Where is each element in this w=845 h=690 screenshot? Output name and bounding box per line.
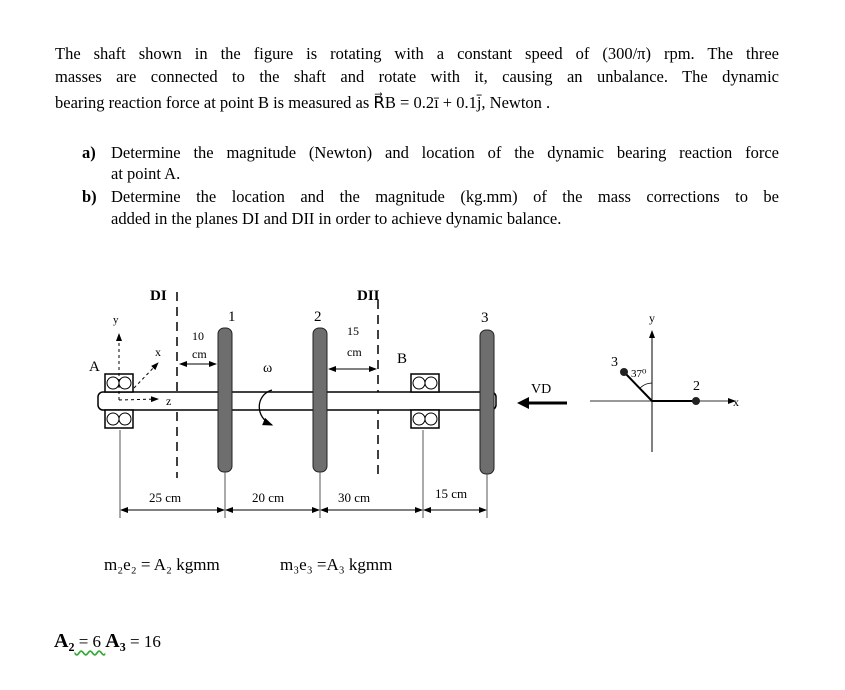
- a3-value: = 16: [125, 632, 161, 651]
- disk-3: [480, 330, 494, 474]
- given-values: [54, 630, 161, 653]
- a2-symbol: A₂: [54, 630, 75, 652]
- question-a-line-1: Determine the magnitude (Newton) and location of the dynamic bearing reaction force: [111, 143, 779, 162]
- question-a-line-2: at point A.: [111, 164, 181, 183]
- dim-20cm: 20 cm: [252, 490, 285, 505]
- plane-d2-label: DII: [357, 288, 380, 304]
- equation-m2e2: m₂e₂ = A₂ kgmm: [104, 555, 220, 574]
- equation-m3e3: m₃e₃ =A₃ kgmm: [280, 555, 393, 574]
- offset1-value: 10: [192, 329, 204, 343]
- offset2-value: 15: [347, 324, 359, 338]
- disk-3-label: 3: [481, 310, 489, 326]
- disk-1: [218, 328, 232, 472]
- problem-line-1: The shaft shown in the figure is rotating with a constant speed of (300/π) rpm. The three: [55, 44, 779, 63]
- dim-30cm: 30 cm: [338, 490, 371, 505]
- y-arrowhead-icon: [649, 330, 655, 338]
- question-a-label: a): [82, 143, 96, 162]
- offset2-unit: cm: [347, 345, 362, 359]
- x-axis-label: x: [155, 345, 161, 359]
- disk-2: [313, 328, 327, 472]
- bearing-b-label: B: [397, 351, 408, 367]
- a3-symbol: A₃: [105, 630, 126, 652]
- end-view-x-label: x: [733, 395, 739, 409]
- angle-arc: [640, 383, 652, 388]
- dim-25cm: 25 cm: [149, 490, 182, 505]
- view-direction-label: VD: [531, 382, 552, 397]
- mass-2-dot: [692, 397, 700, 405]
- end-view-y-label: y: [649, 311, 655, 325]
- omega-label: ω: [263, 361, 273, 376]
- question-b-label: b): [82, 187, 97, 206]
- mass-3-label: 3: [611, 355, 618, 370]
- x-axis-arrow: [134, 363, 158, 388]
- question-b-line-2: added in the planes DI and DII in order to achieve dynamic balance.: [111, 209, 562, 228]
- y-axis-label: y: [113, 314, 119, 326]
- z-axis-label: z: [166, 394, 172, 408]
- a2-value: = 6: [74, 632, 106, 651]
- shaft: [98, 392, 496, 410]
- offset1-unit: cm: [192, 347, 207, 361]
- view-direction-arrowhead-icon: [517, 397, 529, 409]
- disk-2-label: 2: [314, 309, 322, 325]
- problem-line-2: masses are connected to the shaft and rotate with it, causing an unbalance. The dynamic: [55, 67, 779, 86]
- mass-3-dot: [620, 368, 628, 376]
- problem-line-3: bearing reaction force at point B is measured as R⃗B = 0.2ī + 0.1j̄, Newton .: [55, 93, 551, 112]
- bearing-a-label: A: [89, 359, 100, 375]
- question-b-line-1: Determine the location and the magnitude (kg.mm) of the mass corrections to be: [111, 187, 779, 206]
- mass-2-label: 2: [693, 379, 700, 394]
- angle-label: 37⁰: [631, 368, 647, 380]
- plane-d1-label: DI: [150, 288, 167, 304]
- disk-1-label: 1: [228, 309, 236, 325]
- dim-15cm: 15 cm: [435, 486, 468, 501]
